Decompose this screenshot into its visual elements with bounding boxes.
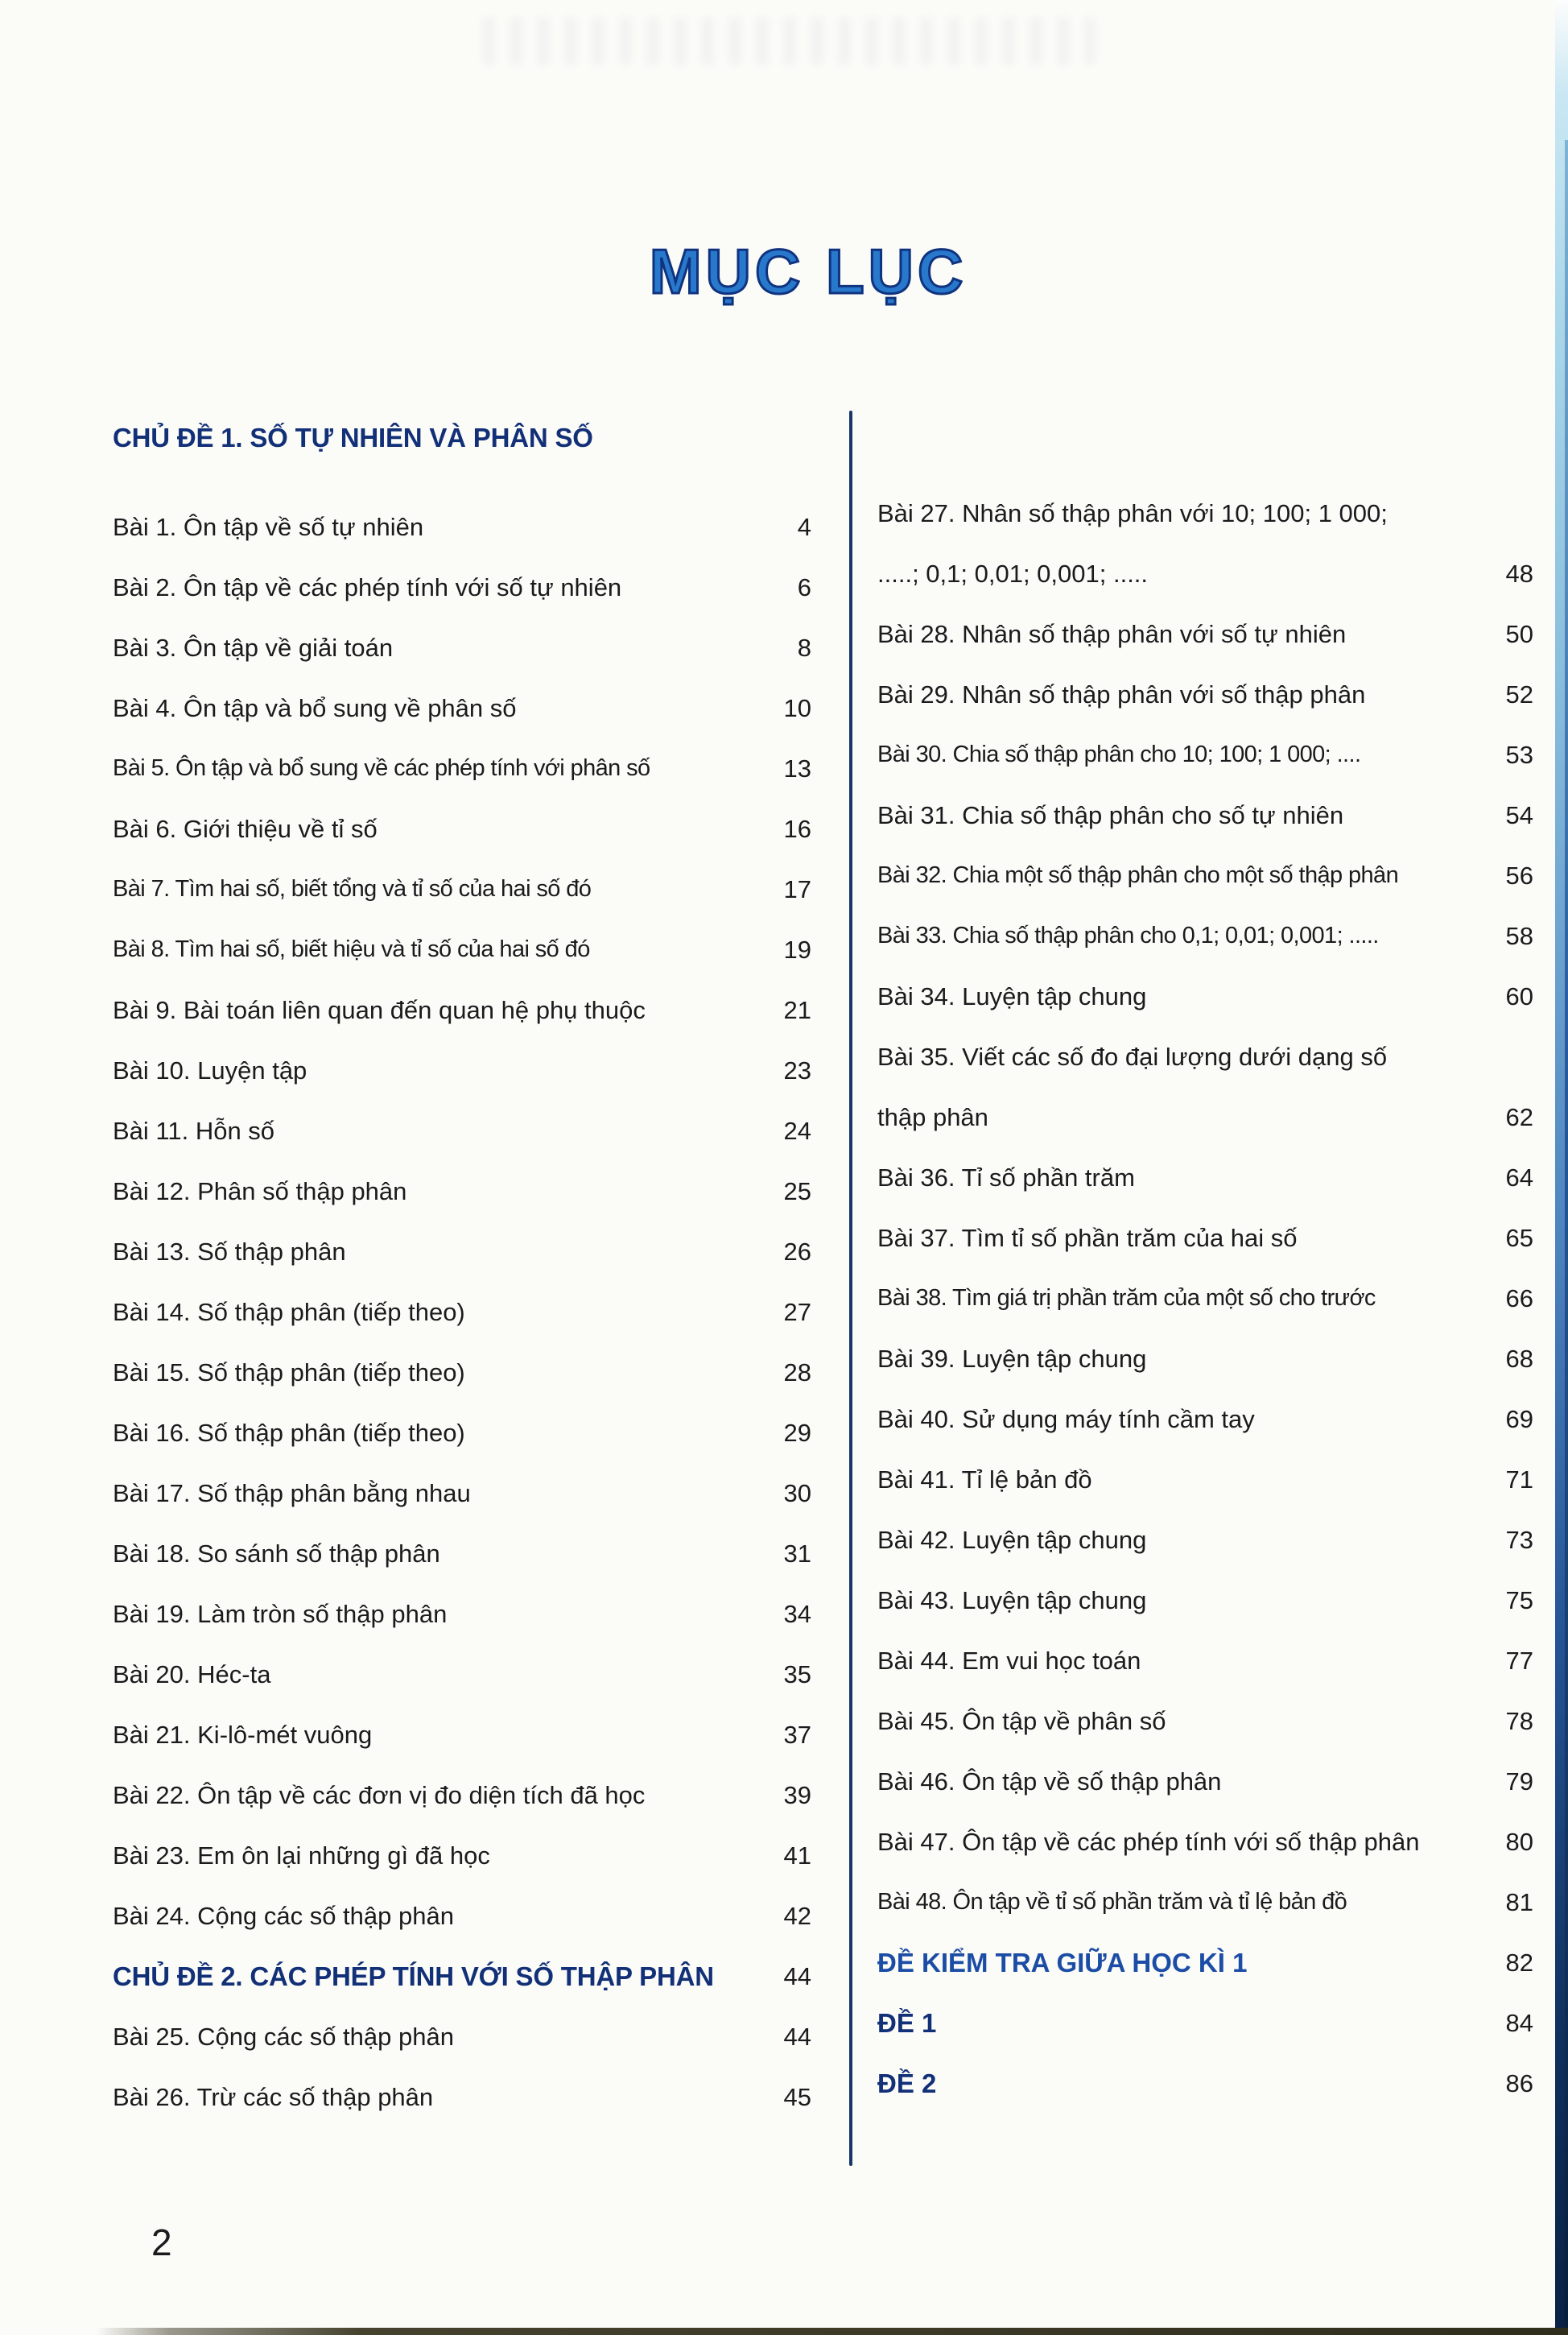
toc-entry-page: 81: [1505, 1887, 1533, 1916]
toc-entry-page: 86: [1505, 2068, 1533, 2097]
toc-entry-row: [877, 1087, 1533, 1147]
toc-entry-row: [877, 725, 1533, 785]
toc-entry-page: 23: [783, 1056, 811, 1085]
toc-entry-page: 41: [783, 1841, 811, 1870]
toc-column-left: [113, 415, 811, 2127]
toc-entry-page: 84: [1505, 2008, 1533, 2037]
toc-entry-label: ĐỀ KIỂM TRA GIỮA HỌC KÌ 1: [877, 1947, 1248, 1978]
toc-entry-row: [877, 1812, 1533, 1872]
toc-entry-row: [113, 2006, 811, 2067]
toc-entry-label: Bài 40. Sử dụng máy tính cầm tay: [877, 1404, 1255, 1433]
toc-entry-page: 48: [1505, 559, 1533, 588]
toc-entry-label: Bài 35. Viết các số đo đại lượng dưới dạng số: [877, 1042, 1388, 1071]
toc-entry-label: Bài 6. Giới thiệu về tỉ số: [113, 814, 378, 843]
toc-column-right: [877, 483, 1533, 2114]
toc-entry-row: [113, 1282, 811, 1342]
toc-entry-row: [113, 1584, 811, 1644]
toc-entry-page: 77: [1505, 1646, 1533, 1675]
toc-entry-row: [877, 1027, 1533, 1087]
toc-entry-page: 35: [783, 1659, 811, 1688]
toc-entry-page: 75: [1505, 1585, 1533, 1614]
toc-entry-label: Bài 46. Ôn tập về số thập phân: [877, 1767, 1222, 1796]
toc-entry-label: CHỦ ĐỀ 2. CÁC PHÉP TÍNH VỚI SỐ THẬP PHÂN: [113, 1961, 714, 1991]
toc-entry-page: 25: [783, 1176, 811, 1205]
toc-entry-page: 17: [783, 874, 811, 903]
toc-entry-row: [113, 2067, 811, 2127]
toc-entry-label: Bài 33. Chia số thập phân cho 0,1; 0,01; 0,001; .....: [877, 923, 1379, 948]
bleedthrough-smudge: [483, 18, 1095, 64]
toc-entry-label: Bài 11. Hỗn số: [113, 1116, 275, 1145]
toc-entry-label: Bài 14. Số thập phân (tiếp theo): [113, 1297, 465, 1326]
toc-entry-row: [877, 1691, 1533, 1751]
toc-entry-label: Bài 37. Tìm tỉ số phần trăm của hai số: [877, 1223, 1298, 1252]
toc-entry-label: Bài 42. Luyện tập chung: [877, 1525, 1147, 1554]
toc-entry-label: Bài 23. Em ôn lại những gì đã học: [113, 1841, 490, 1870]
exam-section-heading-row: [877, 1932, 1533, 1993]
toc-entry-row: [113, 1765, 811, 1825]
toc-entry-label: Bài 21. Ki-lô-mét vuông: [113, 1720, 373, 1749]
toc-entry-page: 56: [1505, 861, 1533, 890]
toc-entry-label: Bài 20. Héc-ta: [113, 1659, 271, 1688]
toc-entry-page: 52: [1505, 680, 1533, 709]
toc-entry-row: [877, 543, 1533, 604]
toc-entry-label: Bài 1. Ôn tập về số tự nhiên: [113, 512, 424, 541]
toc-entry-page: 65: [1505, 1223, 1533, 1252]
toc-entry-label: Bài 4. Ôn tập và bổ sung về phân số: [113, 693, 517, 722]
toc-entry-label: Bài 24. Cộng các số thập phân: [113, 1901, 454, 1930]
toc-entry-row: [877, 1147, 1533, 1208]
toc-entry-row: [113, 980, 811, 1040]
toc-entry-label: Bài 19. Làm tròn số thập phân: [113, 1599, 448, 1628]
toc-entry-row: [877, 785, 1533, 845]
toc-entry-page: 45: [783, 2082, 811, 2111]
toc-entry-page: 44: [783, 2022, 811, 2051]
toc-entry-row: [113, 497, 811, 557]
toc-entry-row: [113, 859, 811, 920]
toc-entry-page: 4: [797, 512, 811, 541]
exam-entry-row: [877, 1993, 1533, 2053]
toc-entry-row: [113, 1342, 811, 1403]
toc-entry-page: 6: [797, 572, 811, 601]
toc-entry-page: 29: [783, 1418, 811, 1447]
toc-entry-label: Bài 45. Ôn tập về phân số: [877, 1706, 1166, 1735]
chapter-heading-row: [113, 415, 811, 497]
toc-entry-page: 30: [783, 1478, 811, 1507]
toc-entry-page: 73: [1505, 1525, 1533, 1554]
toc-entry-page: 26: [783, 1237, 811, 1266]
toc-entry-label: Bài 9. Bài toán liên quan đến quan hệ phụ thuộc: [113, 995, 646, 1024]
toc-entry-row: [877, 1389, 1533, 1449]
toc-entry-row: [877, 845, 1533, 906]
toc-entry-page: 31: [783, 1539, 811, 1568]
toc-entry-page: 60: [1505, 982, 1533, 1010]
toc-entry-row: [877, 966, 1533, 1027]
toc-entry-row: [877, 1872, 1533, 1932]
toc-entry-page: 44: [783, 1961, 811, 1990]
toc-entry-row: [877, 664, 1533, 725]
toc-entry-row: [877, 1268, 1533, 1329]
toc-entry-row: [113, 618, 811, 678]
toc-entry-page: 42: [783, 1901, 811, 1930]
book-edge-bottom: [97, 2328, 1568, 2335]
book-edge-right: [1555, 0, 1568, 2335]
toc-entry-label: Bài 25. Cộng các số thập phân: [113, 2022, 454, 2051]
toc-entry-label: thập phân: [877, 1102, 988, 1131]
toc-entry-label: Bài 27. Nhân số thập phân với 10; 100; 1 000;: [877, 498, 1388, 527]
exam-entry-row: [877, 2053, 1533, 2114]
toc-entry-row: [113, 1705, 811, 1765]
toc-entry-label: Bài 36. Tỉ số phần trăm: [877, 1163, 1135, 1192]
toc-entry-row: [113, 1644, 811, 1705]
toc-entry-page: 8: [797, 633, 811, 662]
toc-entry-row: [113, 738, 811, 799]
toc-entry-label: Bài 22. Ôn tập về các đơn vị đo diện tích đã học: [113, 1780, 646, 1809]
toc-entry-label: Bài 29. Nhân số thập phân với số thập phân: [877, 680, 1366, 709]
toc-entry-label: Bài 28. Nhân số thập phân với số tự nhiên: [877, 619, 1347, 648]
toc-entry-label: Bài 41. Tỉ lệ bản đồ: [877, 1465, 1092, 1494]
toc-entry-label: CHỦ ĐỀ 1. SỐ TỰ NHIÊN VÀ PHÂN SỐ: [113, 423, 593, 453]
toc-entry-label: Bài 32. Chia một số thập phân cho một số thập phân: [877, 862, 1399, 888]
toc-entry-row: [113, 1040, 811, 1101]
toc-entry-page: 54: [1505, 800, 1533, 829]
toc-entry-page: 79: [1505, 1767, 1533, 1796]
toc-entry-row: [113, 1463, 811, 1523]
toc-entry-label: Bài 5. Ôn tập và bổ sung về các phép tính với phân số: [113, 755, 650, 781]
toc-entry-row: [877, 1449, 1533, 1510]
toc-entry-row: [877, 906, 1533, 966]
toc-entry-page: 13: [783, 754, 811, 783]
toc-entry-page: 37: [783, 1720, 811, 1749]
toc-entry-label: Bài 26. Trừ các số thập phân: [113, 2082, 434, 2111]
toc-entry-page: 80: [1505, 1827, 1533, 1856]
column-divider: [849, 411, 852, 2166]
toc-entry-row: [113, 1161, 811, 1221]
toc-entry-page: 64: [1505, 1163, 1533, 1192]
toc-entry-row: [113, 1403, 811, 1463]
toc-entry-label: Bài 3. Ôn tập về giải toán: [113, 633, 394, 662]
toc-entry-label: Bài 44. Em vui học toán: [877, 1646, 1141, 1675]
toc-entry-label: Bài 16. Số thập phân (tiếp theo): [113, 1418, 465, 1447]
toc-entry-row: [113, 1221, 811, 1282]
toc-entry-row: [877, 1510, 1533, 1570]
toc-entry-row: [877, 1630, 1533, 1691]
toc-entry-page: 62: [1505, 1102, 1533, 1131]
toc-entry-label: Bài 48. Ôn tập về tỉ số phần trăm và tỉ lệ bản đồ: [877, 1889, 1347, 1915]
toc-entry-label: Bài 30. Chia số thập phân cho 10; 100; 1 000; ....: [877, 742, 1361, 767]
toc-entry-page: 71: [1505, 1465, 1533, 1494]
page-title: MỤC LỤC: [649, 236, 968, 307]
toc-entry-row: [877, 1570, 1533, 1630]
toc-entry-page: 10: [783, 693, 811, 722]
toc-entry-page: 34: [783, 1599, 811, 1628]
toc-entry-label: Bài 8. Tìm hai số, biết hiệu và tỉ số của hai số đó: [113, 936, 590, 962]
toc-entry-page: 82: [1505, 1948, 1533, 1977]
toc-entry-page: 66: [1505, 1283, 1533, 1312]
toc-entry-label: Bài 43. Luyện tập chung: [877, 1585, 1147, 1614]
toc-entry-page: 68: [1505, 1344, 1533, 1373]
toc-entry-row: [113, 799, 811, 859]
toc-entry-row: [113, 1886, 811, 1946]
toc-entry-page: 21: [783, 995, 811, 1024]
toc-entry-page: 16: [783, 814, 811, 843]
toc-entry-label: Bài 31. Chia số thập phân cho số tự nhiên: [877, 800, 1344, 829]
toc-entry-page: 39: [783, 1780, 811, 1809]
toc-entry-row: [113, 1523, 811, 1584]
toc-entry-row: [877, 483, 1533, 543]
toc-entry-page: 58: [1505, 921, 1533, 950]
toc-entry-label: Bài 12. Phân số thập phân: [113, 1176, 407, 1205]
toc-entry-page: 28: [783, 1358, 811, 1387]
toc-entry-label: Bài 10. Luyện tập: [113, 1056, 307, 1085]
toc-entry-page: 27: [783, 1297, 811, 1326]
chapter-heading-row: [113, 1946, 811, 2006]
toc-entry-label: Bài 18. So sánh số thập phân: [113, 1539, 440, 1568]
toc-entry-row: [113, 1825, 811, 1886]
toc-entry-row: [877, 1751, 1533, 1812]
toc-entry-page: 24: [783, 1116, 811, 1145]
toc-entry-label: Bài 39. Luyện tập chung: [877, 1344, 1147, 1373]
page-number: 2: [151, 2221, 172, 2263]
toc-entry-label: Bài 34. Luyện tập chung: [877, 982, 1147, 1010]
toc-entry-label: ĐỀ 2: [877, 2068, 937, 2098]
toc-entry-page: 69: [1505, 1404, 1533, 1433]
toc-entry-label: Bài 17. Số thập phân bằng nhau: [113, 1478, 471, 1507]
toc-entry-row: [113, 557, 811, 618]
toc-entry-label: ĐỀ 1: [877, 2007, 937, 2038]
toc-entry-page: 53: [1505, 740, 1533, 769]
toc-entry-row: [113, 920, 811, 980]
toc-entry-row: [877, 604, 1533, 664]
toc-entry-row: [113, 1101, 811, 1161]
toc-entry-row: [113, 678, 811, 738]
toc-entry-row: [877, 1329, 1533, 1389]
toc-entry-page: 78: [1505, 1706, 1533, 1735]
book-edge-line: [1565, 140, 1568, 2335]
toc-entry-label: .....; 0,1; 0,01; 0,001; .....: [877, 559, 1149, 588]
toc-entry-row: [877, 1208, 1533, 1268]
toc-entry-label: Bài 38. Tìm giá trị phần trăm của một số cho trước: [877, 1285, 1376, 1311]
toc-entry-label: Bài 13. Số thập phân: [113, 1237, 346, 1266]
toc-entry-label: Bài 7. Tìm hai số, biết tổng và tỉ số của hai số đó: [113, 876, 592, 902]
toc-entry-page: 50: [1505, 619, 1533, 648]
toc-entry-label: Bài 2. Ôn tập về các phép tính với số tự nhiên: [113, 572, 622, 601]
toc-entry-label: Bài 47. Ôn tập về các phép tính với số thập phân: [877, 1827, 1420, 1856]
toc-entry-label: Bài 15. Số thập phân (tiếp theo): [113, 1358, 465, 1387]
toc-entry-page: 19: [783, 935, 811, 964]
